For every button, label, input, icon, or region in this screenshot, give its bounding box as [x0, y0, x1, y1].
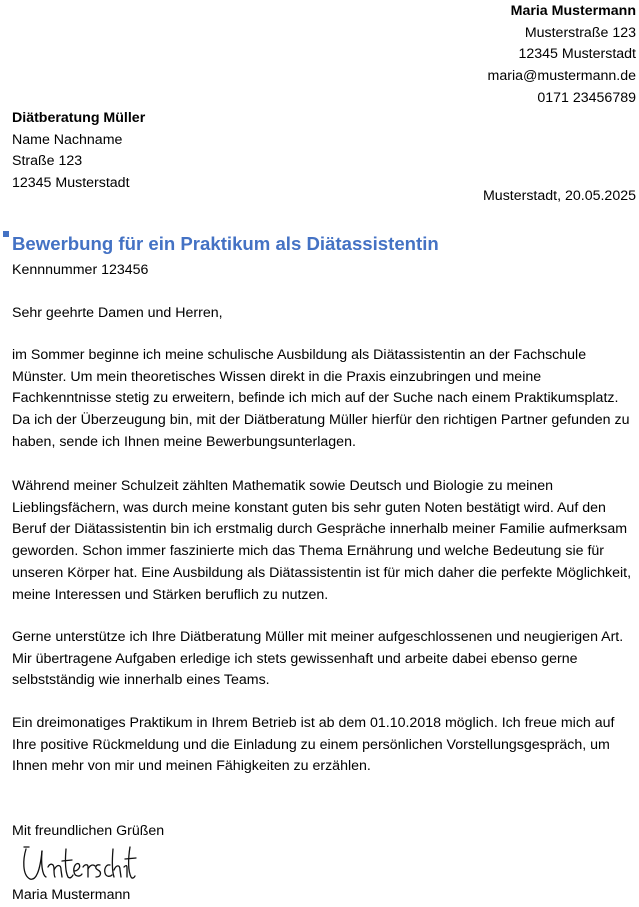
- body-paragraph-3: Gerne unterstütze ich Ihre Diätberatung Müller mit meiner aufgeschlossenen und neugierigen Art. Mir übertragene Aufgaben erledige ich stets gewissenhaft und arbeite dabei ebenso gerne selbstständig wie innerhalb eines Teams.: [12, 629, 624, 689]
- letter-subject: Bewerbung für ein Praktikum als Diätassistentin: [12, 233, 439, 254]
- body-paragraph-2: Während meiner Schulzeit zählten Mathematik sowie Deutsch und Biologie zu meinen Lieblingsfächern, was durch meine konstant guten bis sehr guten Noten bestätigt wird. Auf den Beruf der Diätassistentin bin ich erstmalig durch Gespräche innerhalb meiner Familie aufmerksam geworden. Schon immer faszinierte mich das Thema Ernährung und welche Bedeutung sie für unseren Körper hat. Eine Ausbildung als Diätassistentin ist für mich daher die perfekte Möglichkeit, meine Interessen und Stärken beruflich zu nutzen.: [12, 478, 632, 603]
- sender-email: maria@mustermann.de: [487, 68, 636, 85]
- recipient-city: 12345 Musterstadt: [12, 175, 130, 192]
- body-paragraph-4: Ein dreimonatiges Praktikum in Ihrem Betrieb ist ab dem 01.10.2018 möglich. Ich freue mich auf Ihre positive Rückmeldung und die Einladung zu einem persönlichen Vorstellungsgespräch, um Ihnen mehr von mir und meinen Fähigkeiten zu erzählen.: [12, 715, 615, 775]
- subject-marker-icon: [3, 231, 9, 237]
- signer-name: Maria Mustermann: [12, 887, 131, 903]
- sender-phone: 0171 23456789: [537, 89, 636, 106]
- sender-name: Maria Mustermann: [510, 3, 636, 19]
- salutation: Sehr geehrte Damen und Herren,: [12, 305, 223, 321]
- recipient-street: Straße 123: [12, 153, 83, 170]
- recipient-contact: Name Nachname: [12, 131, 123, 148]
- closing-phrase: Mit freundlichen Grüßen: [12, 823, 165, 839]
- recipient-address-block: [12, 108, 145, 195]
- sender-street: Musterstraße 123: [524, 24, 636, 41]
- reference-number: Kennnummer 123456: [12, 262, 149, 278]
- body-paragraph-1: im Sommer beginne ich meine schulische Ausbildung als Diätassistentin an der Fachschule Münster. Um mein theoretisches Wissen direkt in die Praxis einzubringen und meine Fachkenntnisse stetig zu erweitern, befinde ich mich auf der Suche nach einem Praktikumsplatz. Da ich der Überzeugung bin, mit der Diätberatung Müller hierfür den richtigen Partner gefunden zu haben, sende ich Ihnen meine Bewerbungsunterlagen.: [12, 347, 630, 450]
- sender-address-block: [488, 1, 636, 110]
- letter-date: Musterstadt, 20.05.2025: [482, 188, 636, 204]
- sender-city: 12345 Musterstadt: [518, 46, 636, 63]
- handwritten-signature: [20, 843, 138, 887]
- recipient-company: Diätberatung Müller: [12, 110, 146, 126]
